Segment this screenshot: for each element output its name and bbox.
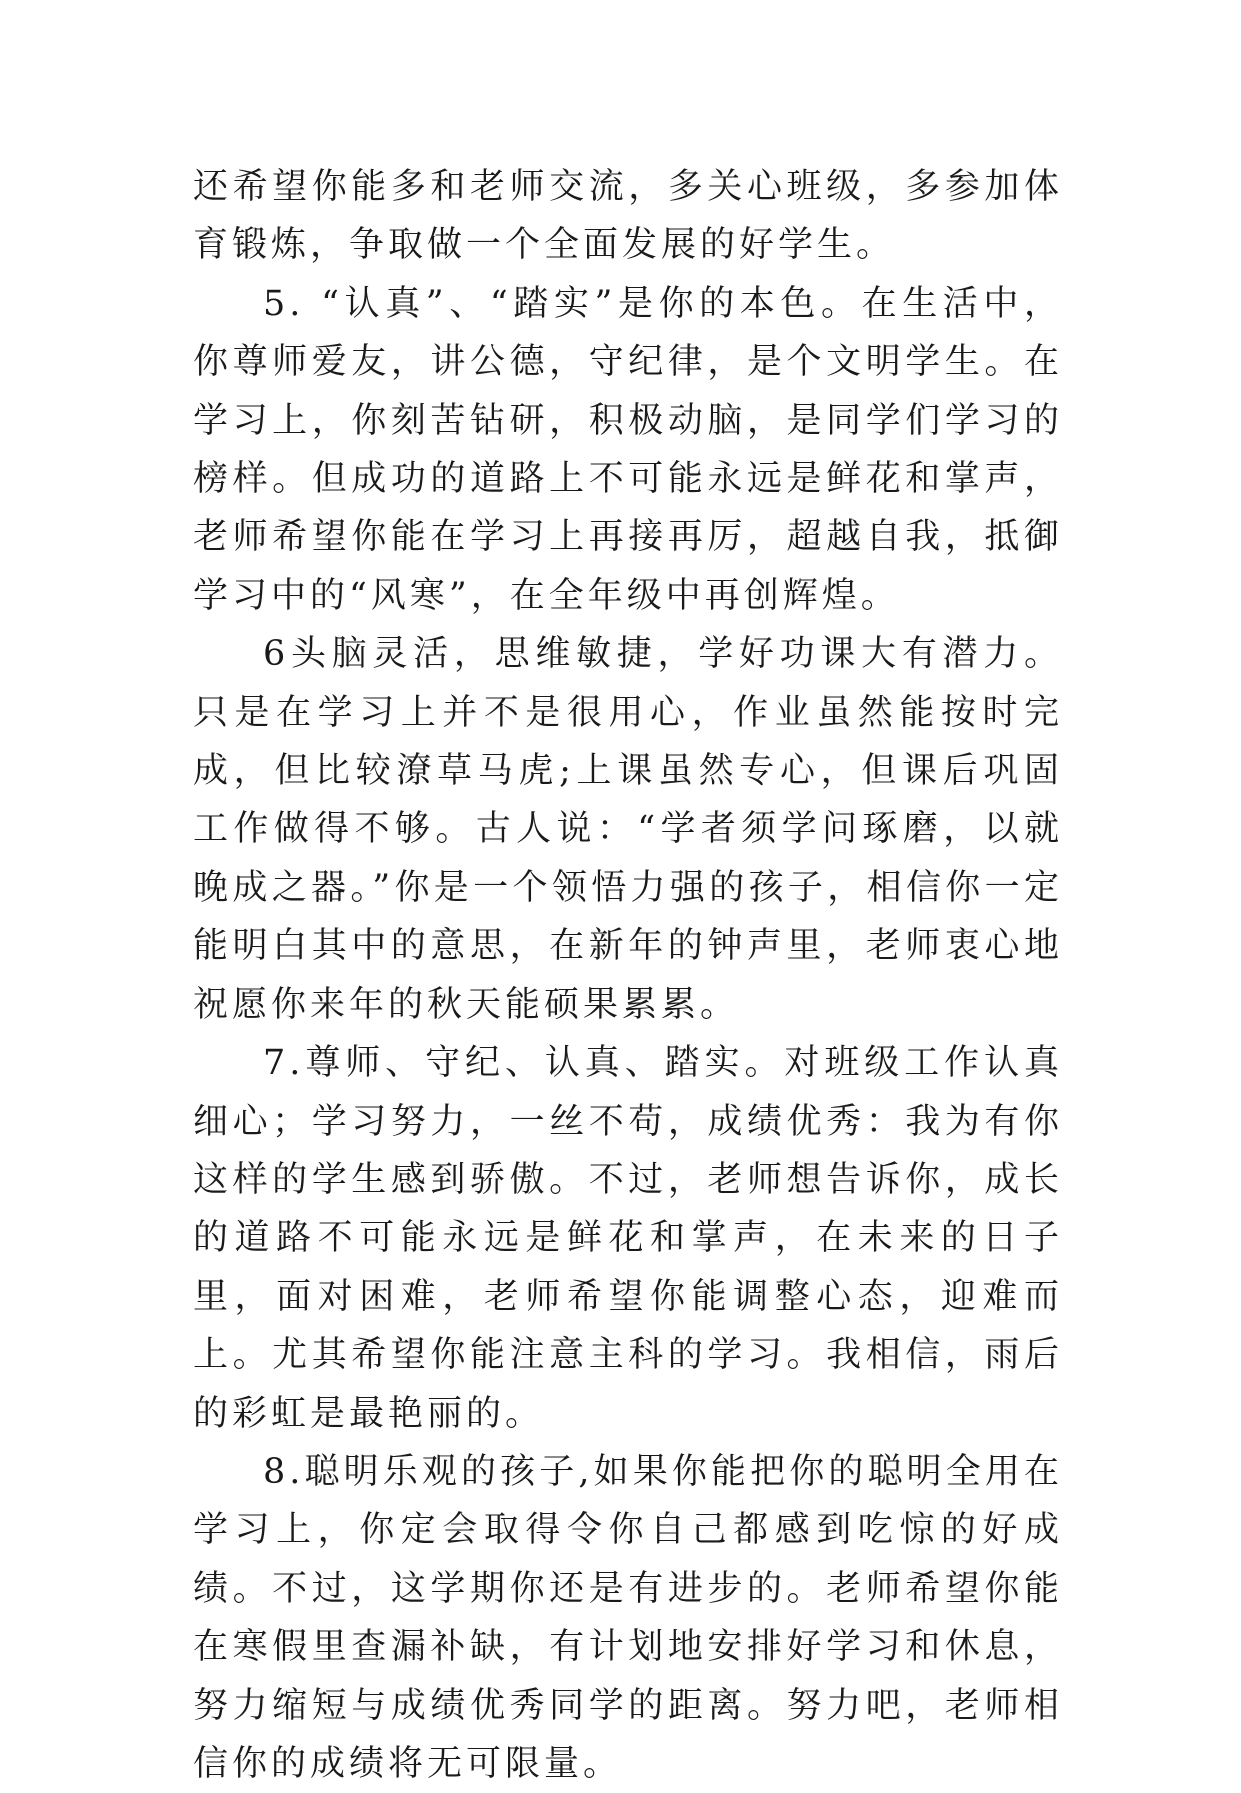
paragraph-8: 8.聪明乐观的孩子,如果你能把你的聪明全用在学习上，你定会取得令你自己都感到吃惊的好成绩。不过，这学期你还是有进步的。老师希望你能在寒假里查漏补缺，有计划地安排好学习和休息，努力缩短与成绩优秀同学的距离。努力吧，老师相信你的成绩将无可限量。 bbox=[193, 1451, 1063, 1784]
document-body bbox=[193, 158, 1063, 1793]
paragraph-5: 5. “认真”、“踏实”是你的本色。在生活中，你尊师爱友，讲公德，守纪律，是个文明学生。在学习上，你刻苦钻研，积极动脑，是同学们学习的榜样。但成功的道路上不可能永远是鲜花和掌声，老师希望你能在学习上再接再厉，超越自我，抵御学习中的“风寒”，在全年级中再创辉煌。 bbox=[193, 283, 1063, 616]
paragraph-continuation: 还希望你能多和老师交流，多关心班级，多参加体育锻炼，争取做一个全面发展的好学生。 bbox=[193, 167, 1063, 266]
paragraph-7: 7.尊师、守纪、认真、踏实。对班级工作认真细心；学习努力，一丝不苟，成绩优秀：我为有你这样的学生感到骄傲。不过，老师想告诉你，成长的道路不可能永远是鲜花和掌声，在未来的日子里，面对困难，老师希望你能调整心态，迎难而上。尤其希望你能注意主科的学习。我相信，雨后的彩虹是最艳丽的。 bbox=[193, 1043, 1063, 1434]
paragraph-6: 6头脑灵活，思维敏捷，学好功课大有潜力。只是在学习上并不是很用心，作业虽然能按时完成，但比较潦草马虎;上课虽然专心，但课后巩固工作做得不够。古人说：“学者须学问琢磨，以就晚成之器。”你是一个领悟力强的孩子，相信你一定能明白其中的意思，在新年的钟声里，老师衷心地祝愿你来年的秋天能硕果累累。 bbox=[193, 634, 1063, 1025]
